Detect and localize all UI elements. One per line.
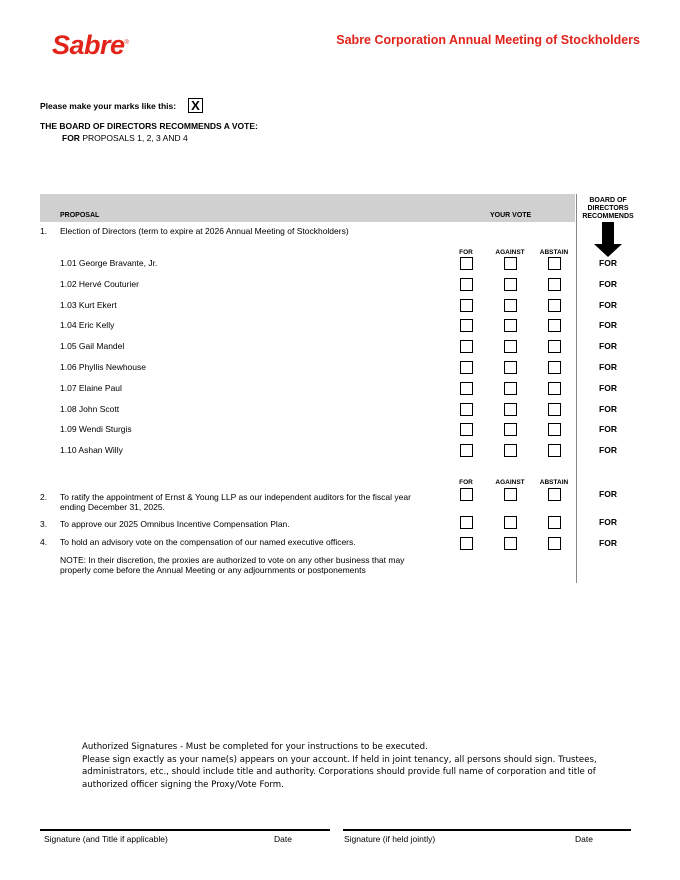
director-name: 1.09 Wendi Sturgis [60,424,132,434]
against-column-label: AGAINST [495,479,525,486]
proposal-number: 2. [40,492,48,502]
signature-line-2[interactable] [343,829,631,831]
board-recommendation: FOR [599,300,617,310]
director-name: 1.01 George Bravante, Jr. [60,258,158,268]
board-recommends-column-header: BOARD OF DIRECTORS RECOMMENDS [582,197,634,220]
abstain-checkbox[interactable] [548,361,561,374]
against-checkbox[interactable] [504,382,517,395]
board-recommendation: FOR [599,279,617,289]
director-name: 1.07 Elaine Paul [60,383,122,393]
for-checkbox[interactable] [460,340,473,353]
for-checkbox[interactable] [460,299,473,312]
abstain-column-label: ABSTAIN [539,479,569,486]
board-recommendation: FOR [599,320,617,330]
proposal-column-header: PROPOSAL [60,212,100,219]
abstain-checkbox[interactable] [548,278,561,291]
board-recommends-heading: THE BOARD OF DIRECTORS RECOMMENDS A VOTE: [40,121,258,131]
for-checkbox[interactable] [460,444,473,457]
sabre-logo: Sabre® [52,30,129,60]
date-label-1: Date [274,834,292,844]
director-name: 1.10 Ashan Willy [60,445,123,455]
against-checkbox[interactable] [504,340,517,353]
board-recommendation: FOR [599,424,617,434]
director-name: 1.02 Hervé Couturier [60,279,139,289]
against-checkbox[interactable] [504,361,517,374]
abstain-checkbox[interactable] [548,319,561,332]
proposal-text: To approve our 2025 Omnibus Incentive Compensation Plan. [60,519,290,529]
signature-line-1[interactable] [40,829,330,831]
abstain-checkbox[interactable] [548,444,561,457]
date-label-2: Date [575,834,593,844]
abstain-checkbox[interactable] [548,340,561,353]
board-recommendation: FOR [599,445,617,455]
against-checkbox[interactable] [504,257,517,270]
against-checkbox[interactable] [504,403,517,416]
for-column-label: FOR [459,249,473,256]
for-checkbox[interactable] [460,516,473,529]
proposal-text: To ratify the appointment of Ernst & Young LLP as our independent auditors for the fiscal year ending December 31, 2025. [60,492,411,512]
for-checkbox[interactable] [460,319,473,332]
board-recommendation: FOR [599,362,617,372]
arrow-down-icon [594,222,622,258]
signature-instructions: Authorized Signatures - Must be completed for your instructions to be executed. Please sign exactly as your name(s) appears on your account. If held in joint tenancy, all persons should sign. Trustees, administrators, etc., should include title and authority. Corporations should provide full name of corporation and title of authorized officer signing the Proxy/Vote Form. [82,742,597,790]
for-checkbox[interactable] [460,537,473,550]
director-name: 1.08 John Scott [60,404,120,414]
for-checkbox[interactable] [460,403,473,416]
against-checkbox[interactable] [504,488,517,501]
director-name: 1.05 Gail Mandel [60,341,125,351]
for-checkbox[interactable] [460,423,473,436]
abstain-checkbox[interactable] [548,257,561,270]
director-name: 1.06 Phyllis Newhouse [60,362,146,372]
against-checkbox[interactable] [504,299,517,312]
board-recommendation: FOR [599,489,617,499]
abstain-checkbox[interactable] [548,537,561,550]
signature-label-1: Signature (and Title if applicable) [44,834,168,844]
abstain-checkbox[interactable] [548,516,561,529]
your-vote-column-header: YOUR VOTE [490,212,532,219]
against-checkbox[interactable] [504,278,517,291]
abstain-column-label: ABSTAIN [539,249,569,256]
against-checkbox[interactable] [504,319,517,332]
against-checkbox[interactable] [504,423,517,436]
board-recommends-detail: FOR PROPOSALS 1, 2, 3 AND 4 [62,133,188,143]
page-title: Sabre Corporation Annual Meeting of Stockholders [336,33,640,47]
for-checkbox[interactable] [460,382,473,395]
proposal-number: 3. [40,519,48,529]
proposal-number: 1. [40,226,48,236]
marks-instruction: Please make your marks like this: [40,101,177,111]
board-recommendation: FOR [599,341,617,351]
marks-example-box: X [188,98,203,113]
against-checkbox[interactable] [504,516,517,529]
abstain-checkbox[interactable] [548,299,561,312]
proposal-number: 4. [40,537,48,547]
against-checkbox[interactable] [504,444,517,457]
note-text: NOTE: In their discretion, the proxies are authorized to vote on any other business that may properly come before the Annual Meeting or any adjournments or postponements [60,555,405,575]
board-recommendation: FOR [599,258,617,268]
board-recommendation: FOR [599,517,617,527]
for-checkbox[interactable] [460,278,473,291]
abstain-checkbox[interactable] [548,403,561,416]
board-recommendation: FOR [599,538,617,548]
board-recommendation: FOR [599,383,617,393]
proposal-text: Election of Directors (term to expire at 2026 Annual Meeting of Stockholders) [60,226,349,236]
for-column-label: FOR [459,479,473,486]
for-checkbox[interactable] [460,361,473,374]
director-name: 1.03 Kurt Ekert [60,300,117,310]
for-checkbox[interactable] [460,257,473,270]
abstain-checkbox[interactable] [548,382,561,395]
abstain-checkbox[interactable] [548,423,561,436]
abstain-checkbox[interactable] [548,488,561,501]
for-checkbox[interactable] [460,488,473,501]
board-recommendation: FOR [599,404,617,414]
signature-label-2: Signature (if held jointly) [344,834,436,844]
director-name: 1.04 Eric Kelly [60,320,115,330]
against-column-label: AGAINST [495,249,525,256]
against-checkbox[interactable] [504,537,517,550]
column-divider [576,194,577,583]
proposal-text: To hold an advisory vote on the compensation of our named executive officers. [60,537,356,547]
